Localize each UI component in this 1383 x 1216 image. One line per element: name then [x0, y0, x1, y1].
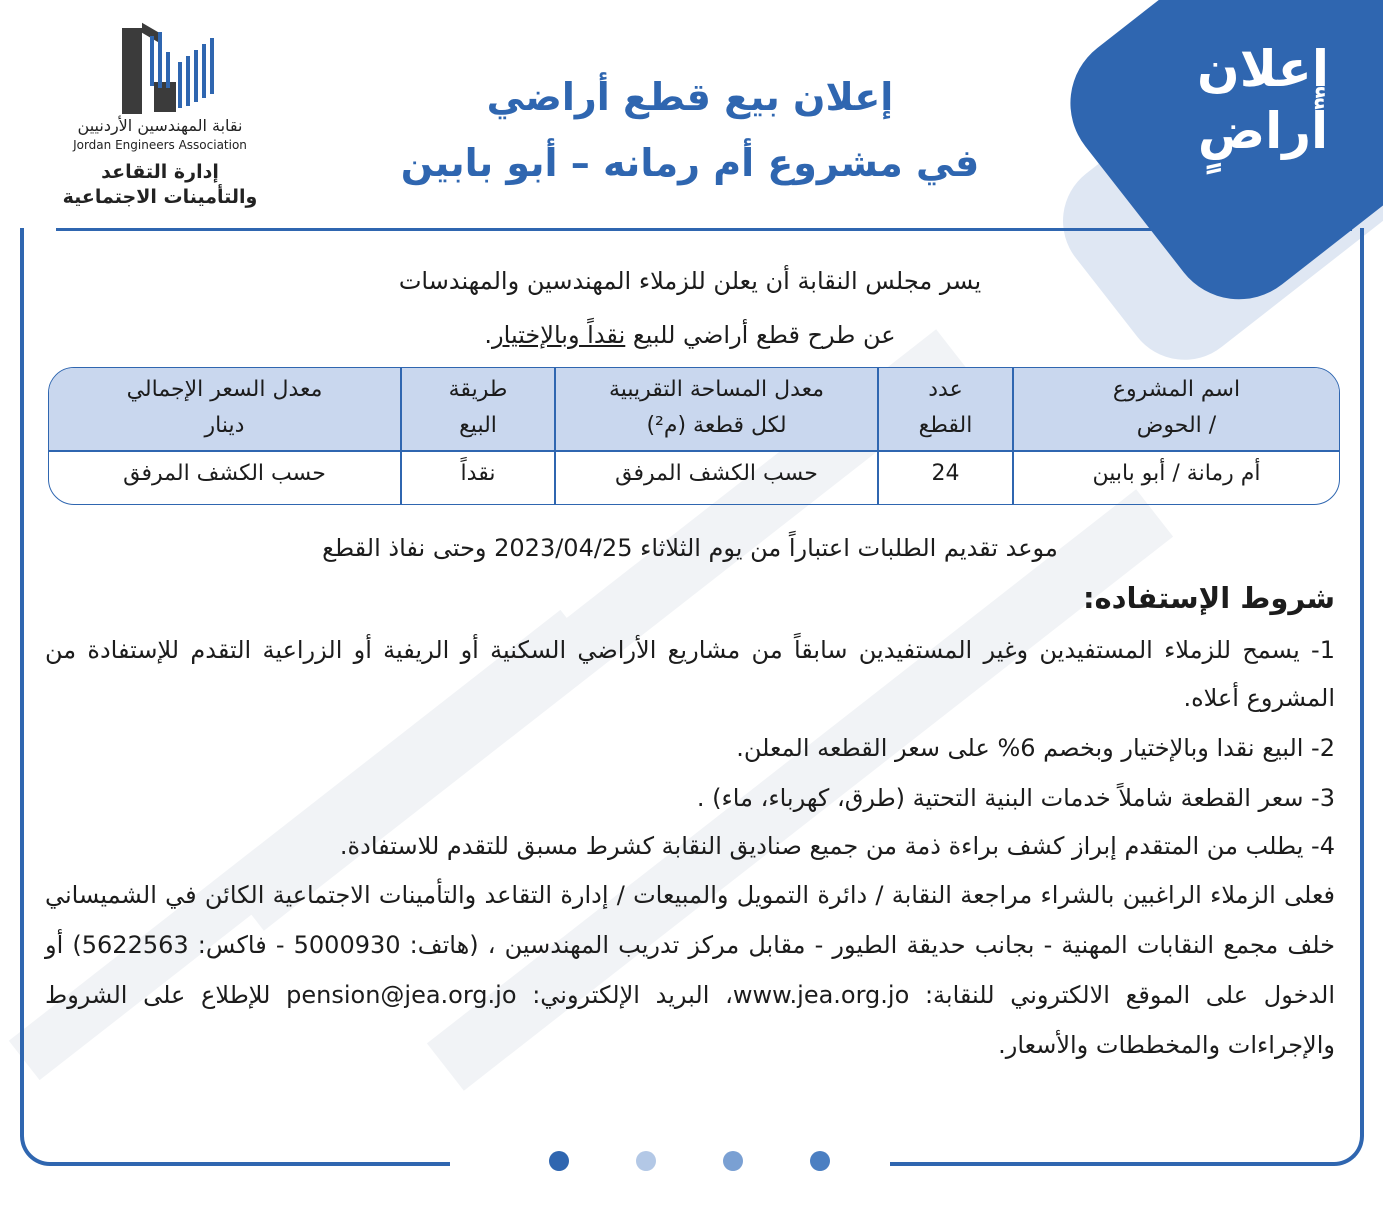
jea-logo [120, 22, 220, 118]
cell-project: أم رمانة / أبو بابين [1092, 461, 1261, 486]
condition-item: 3- سعر القطعة شاملاً خدمات البنية التحتية (طرق، كهرباء، ماء) . [696, 784, 1335, 812]
department-line-2: والتأمينات الاجتماعية [62, 186, 258, 208]
cell-sale-method: نقداً [460, 461, 496, 486]
cell-avg-price: حسب الكشف المرفق [123, 461, 326, 486]
condition-item: 4- يطلب من المتقدم إبراز كشف براءة ذمة من جميع صناديق النقابة كشرط مسبق للتقدم للاستفادة. [339, 832, 1335, 860]
intro-line-2: عن طرح قطع أراضي للبيع نقداً وبالإختيار. [484, 321, 896, 349]
page-dot [549, 1151, 569, 1171]
header-avg-area: معدل المساحة التقريبية لكل قطعة (م²) [608, 377, 825, 438]
conditions-title: شروط الإستفاده: [1082, 581, 1335, 615]
logo-department [50, 160, 270, 210]
header-avg-price: معدل السعر الإجمالي دينار [126, 377, 323, 438]
land-table [48, 367, 1340, 505]
page-dot [810, 1151, 830, 1171]
condition-item: 1- يسمح للزملاء المستفيدين وغير المستفيدين سابقاً من مشاريع الأراضي السكنية أو الريفية أو الزراعية التقدم للإستفادة من المشروع أعلاه. [45, 636, 1335, 712]
header-sale-method: طريقة البيع [448, 377, 508, 438]
intro-text [120, 254, 1260, 362]
title-line-1: إعلان بيع قطع أراضي [486, 75, 894, 119]
title-line-2: في مشروع أم رمانه – أبو بابين [400, 141, 980, 185]
badge-line-1: إعلان [1197, 40, 1329, 98]
intro-line-1: يسر مجلس النقابة أن يعلن للزملاء المهندسين والمهندسات [398, 267, 982, 295]
cell-avg-area: حسب الكشف المرفق [615, 461, 818, 486]
condition-item: 2- البيع نقدا وبالإختيار وبخصم 6% على سعر القطعه المعلن. [736, 734, 1335, 762]
logo-name-arabic: نقابة المهندسين الأردنيين [77, 116, 243, 135]
badge-line-2: أراضٍ [1197, 102, 1329, 160]
frame-top-line [56, 228, 1352, 231]
header-project: اسم المشروع / الحوض [1112, 377, 1241, 438]
page-title [300, 64, 1080, 196]
page-dot [723, 1151, 743, 1171]
department-line-1: إدارة التقاعد [101, 161, 219, 183]
cell-plot-count: 24 [931, 461, 960, 486]
badge-text [1168, 38, 1358, 162]
header-plot-count: عدد القطع [918, 377, 973, 438]
page-dot [636, 1151, 656, 1171]
logo-name-english: Jordan Engineers Association [73, 138, 247, 152]
application-deadline: موعد تقديم الطلبات اعتباراً من يوم الثلاثاء 2023/04/25 وحتى نفاذ القطع [322, 534, 1058, 562]
closing-paragraph: فعلى الزملاء الراغبين بالشراء مراجعة النقابة / دائرة التمويل والمبيعات / إدارة التقاعد والتأمينات الاجتماعية الكائن في الشميساني خلف مجمع النقابات المهنية - بجانب حديقة الطيور - مقابل مركز تدريب المهندسين ، (هاتف: 5000930 - فاكس: 5622563) أو الدخول على الموقع الالكتروني للنقابة: www.jea.org.jo، البريد الإلكتروني: pension@jea.org.jo للإطلاع على الشروط والإجراءات والمخططات والأسعار. [45, 881, 1336, 1059]
sale-method-underlined: نقداً وبالإختيار [492, 321, 626, 349]
